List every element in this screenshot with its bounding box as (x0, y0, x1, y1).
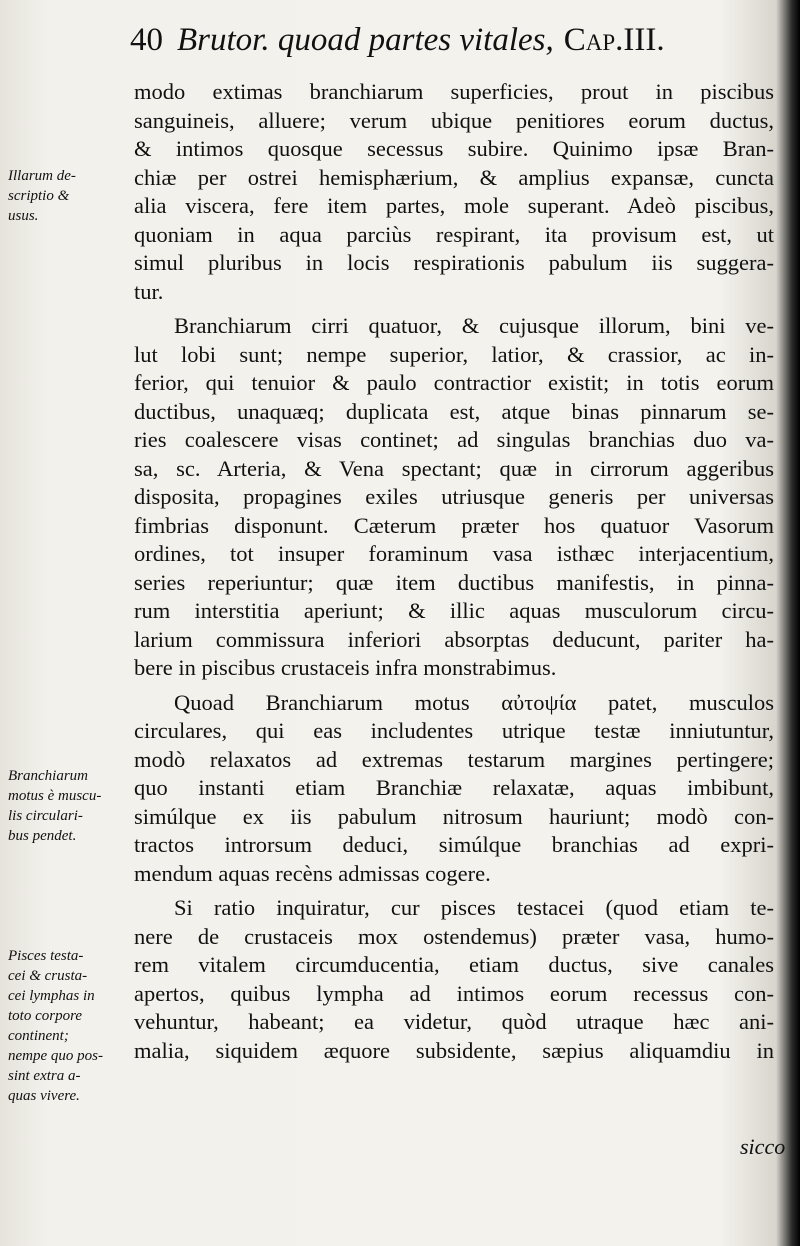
text-line: quoniam in aqua parciùs respirant, ita provisum est, ut (134, 221, 774, 247)
margin-note-line: scriptio & (8, 188, 70, 204)
margin-note-line: Branchiarum (8, 768, 88, 784)
margin-note-line: toto corpore (8, 1008, 83, 1024)
text-line: fimbrias disponunt. Cæterum præter hos quatuor Vasorum (134, 512, 774, 538)
margin-note-line: usus. (8, 208, 39, 224)
margin-note-line: Pisces testa- (8, 948, 84, 964)
text-line: circulares, qui eas includentes utrique testæ inniutuntur, (134, 718, 774, 743)
text-line: modò relaxatos ad extremas testarum margines pertingere; (134, 746, 774, 772)
text-line: nere de crustaceis mox ostendemus) præter vasa, humo- (134, 923, 774, 949)
text-line: mendum aquas recèns admissas cogere. (134, 860, 491, 886)
text-line: tractos introrsum deduci, simúlque branchias ad expri- (134, 832, 774, 857)
text-line: larium commissura inferiori absorptas deducunt, pariter ha- (134, 626, 774, 652)
text-line: ductibus, unaquæq; duplicata est, atque binas pinnarum se- (134, 398, 774, 424)
margin-note-line: continent; (8, 1028, 69, 1044)
margin-note-line: sint extra a- (8, 1068, 81, 1084)
text-line: lut lobi sunt; nempe superior, latior, & crassior, ac in- (134, 341, 774, 367)
text-line: sa, sc. Arteria, & Vena spectant; quæ in cirrorum aggeribus (134, 455, 774, 481)
text-line: modo extimas branchiarum superficies, prout in piscibus (134, 79, 774, 104)
catchword: sicco (740, 1134, 786, 1159)
margin-note (8, 766, 134, 846)
main-text (134, 78, 774, 1065)
margin-note-line: bus pendet. (8, 828, 77, 844)
page-number: 40 (130, 22, 163, 58)
text-line: rum interstitia aperiunt; & illic aquas musculorum circu- (134, 598, 774, 623)
margin-note-line: Illarum de- (8, 168, 76, 184)
text-line: quo instanti etiam Branchiæ relaxatæ, aquas imbibunt, (134, 775, 774, 800)
paragraph (134, 689, 774, 889)
margin-note (8, 946, 134, 1106)
margin-note (8, 166, 134, 226)
margin-note-line: cei & crusta- (8, 968, 88, 984)
text-line: ries coalescere visas continet; ad singulas branchias duo va- (134, 427, 774, 452)
text-line: & intimos quosque secessus subire. Quinimo ipsæ Bran- (134, 136, 774, 161)
margin-note-line: nempe quo pos- (8, 1048, 103, 1064)
text-line: alia viscera, fere item partes, mole superant. Adeò piscibus, (134, 193, 774, 218)
running-title: Brutor. quoad partes vitales, (177, 22, 554, 58)
text-line: apertos, quibus lympha ad intimos eorum recessus con- (134, 980, 774, 1006)
text-line: simul pluribus in locis respirationis pabulum iis suggera- (134, 250, 774, 275)
text-line: malia, siquidem æquore subsidente, sæpius aliquamdiu in (134, 1037, 774, 1063)
text-line: ferior, qui tenuior & paulo contractior existit; in totis eorum (134, 370, 774, 395)
text-line: disposita, propagines exiles utriusque generis per universas (134, 484, 774, 509)
text-line: sanguineis, alluere; verum ubique penitiores eorum ductus, (134, 107, 774, 133)
text-line: bere in piscibus crustaceis infra monstrabimus. (134, 655, 557, 680)
text-line: ordines, tot insuper foraminum vasa isthæc interjacentium, (134, 541, 774, 566)
text-line: tur. (134, 278, 164, 304)
text-line: Branchiarum cirri quatuor, & cujusque illorum, bini ve- (174, 313, 774, 338)
margin-note-line: lis circulari- (8, 808, 83, 824)
text-line: rem vitalem circumducentia, etiam ductus, sive canales (134, 952, 774, 977)
text-line: series reperiuntur; quæ item ductibus manifestis, in pinna- (134, 569, 774, 595)
paragraph (134, 78, 774, 306)
margin-note-line: motus è muscu- (8, 788, 102, 804)
text-line: chiæ per ostrei hemisphærium, & amplius expansæ, cuncta (134, 164, 774, 190)
paragraph (134, 894, 774, 1065)
margin-note-line: quas vivere. (8, 1088, 80, 1104)
running-header (130, 22, 770, 59)
chapter-label: Cap.III. (563, 22, 665, 58)
text-line: Si ratio inquiratur, cur pisces testacei (quod etiam te- (174, 895, 774, 920)
margin-note-line: cei lymphas in (8, 988, 95, 1004)
text-line: simúlque ex iis pabulum nitrosum hauriunt; modò con- (134, 803, 774, 829)
paragraph (134, 312, 774, 683)
text-line: vehuntur, habeant; ea videtur, quòd utraque hæc ani- (134, 1009, 774, 1034)
text-line: Quoad Branchiarum motus αὐτοψία patet, musculos (174, 689, 774, 715)
